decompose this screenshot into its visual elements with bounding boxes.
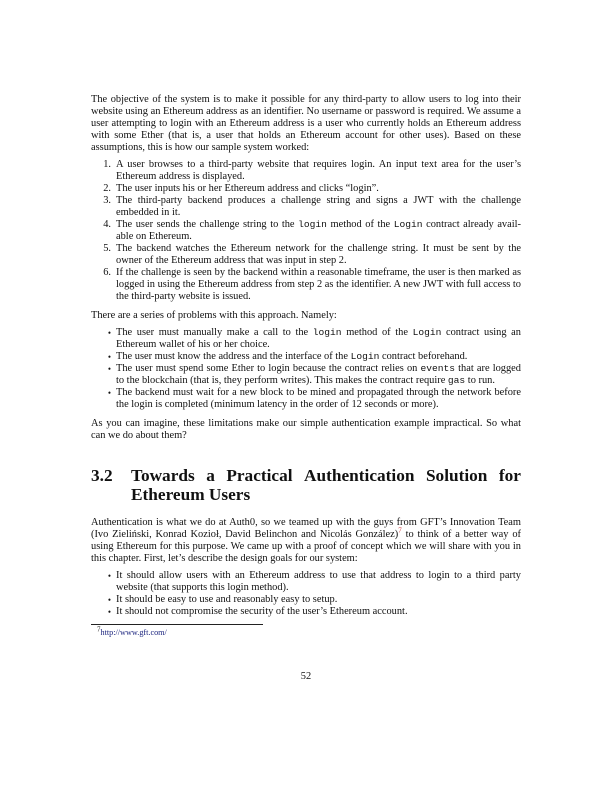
- text-run: method of the: [326, 219, 394, 230]
- step-item: [91, 267, 521, 303]
- step-item: [91, 219, 521, 243]
- section-heading: [91, 466, 521, 504]
- bullet-icon: •: [107, 571, 111, 581]
- text-run: Authentication is what we do at Auth0, so we teamed up with the guys from GFT’s Innovation Team (Ivo Zieliński, Konrad Kozioł, David Belinchon and Nicolás González): [91, 517, 521, 540]
- problem-item: [91, 351, 521, 363]
- problems-intro: [91, 310, 521, 322]
- list-number: 2.: [103, 183, 111, 194]
- step-item: [91, 195, 521, 219]
- text-run: The user inputs his or her Ethereum address and clicks “login”.: [116, 183, 379, 194]
- title-word: Practical: [226, 466, 293, 485]
- text-run: to run.: [465, 375, 495, 386]
- list-number: 6.: [103, 267, 111, 278]
- bullet-icon: •: [107, 388, 111, 398]
- text-run: The user must know the address and the interface of the: [116, 351, 351, 362]
- title-word: Solution: [425, 466, 488, 485]
- footnote-marker: 7: [97, 625, 101, 634]
- page-number: 52: [300, 671, 312, 682]
- title-word: a: [206, 466, 215, 485]
- text-run: The user sends the challenge string to the: [116, 219, 299, 230]
- text-run: As you can imagine, these limitations make our simple authentication example impractical. So what can we do about them?: [91, 418, 521, 441]
- page-body: [91, 94, 521, 638]
- step-item: [91, 243, 521, 267]
- inline-code: events: [420, 363, 456, 374]
- inline-code: Login: [412, 327, 442, 338]
- login-steps-list: [91, 159, 521, 303]
- text-run: contract beforehand.: [379, 351, 468, 362]
- text-run: There are a series of problems with this approach. Namely:: [91, 310, 337, 321]
- goal-item: [91, 570, 521, 594]
- text-run: It should allow users with an Ethereum address to use that address to login to a third party website (that supports this login method).: [116, 570, 521, 593]
- problem-item: [91, 387, 521, 411]
- inline-code: login: [312, 327, 342, 338]
- title-word: for: [498, 466, 521, 485]
- section-number: 3.2: [91, 466, 113, 485]
- section-paragraph: [91, 517, 521, 565]
- text-run: contract already avail-able on Ethereum.: [116, 219, 521, 242]
- title-word: Authentication: [304, 466, 415, 485]
- list-number: 5.: [103, 243, 111, 254]
- problem-item: [91, 327, 521, 351]
- bullet-icon: •: [107, 595, 111, 605]
- text-run: to think of a better way of using Ethereum for this purpose. We came up with a proof of concept which we will share with you in this chapter. First, let’s describe the design goals for our system:: [91, 529, 521, 564]
- text-run: The objective of the system is to make it possible for any third-party to allow users to log into their website using an Ethereum address as an identifier. No username or password is required. We assume a user attempting to login with an Ethereum address is a user who currently holds an Ethereum address with some Ether (that is, a user that holds an Ethereum account for other uses). Based on these assumptions, this is how our sample system worked:: [91, 94, 521, 153]
- conclusion-paragraph: [91, 418, 521, 442]
- inline-code: Login: [393, 219, 423, 230]
- step-item: [91, 183, 521, 195]
- intro-paragraph: [91, 94, 521, 154]
- section-title-line1: [131, 466, 521, 485]
- design-goals-list: [91, 570, 521, 618]
- text-run: The user must manually make a call to the: [116, 327, 313, 338]
- text-run: It should not compromise the security of the user’s Ethereum account.: [116, 606, 408, 617]
- text-run: The user must spend some Ether to login because the contract relies on: [116, 363, 421, 374]
- footnote-rule: [91, 624, 263, 625]
- inline-code: Login: [350, 351, 380, 362]
- text-run: contract using an Ethereum wallet of his or her choice.: [116, 327, 521, 350]
- text-run: The backend must wait for a new block to be mined and propagated through the network before the login is completed (minimum latency in the order of 12 seconds or more).: [116, 387, 521, 410]
- section-title-line2: Ethereum Users: [131, 485, 251, 504]
- text-run: A user browses to a third-party website that requires login. An input text area for the user’s Ethereum address is displayed.: [116, 159, 521, 182]
- footnote-link[interactable]: http://www.gft.com/: [100, 628, 167, 637]
- text-run: method of the: [341, 327, 413, 338]
- text-run: It should be easy to use and reasonably easy to setup.: [116, 594, 338, 605]
- list-number: 3.: [103, 195, 111, 206]
- title-word: Towards: [131, 466, 195, 485]
- bullet-icon: •: [107, 328, 111, 338]
- goal-item: [91, 606, 521, 618]
- intro-paragraph-text: [91, 94, 521, 154]
- conclusion-paragraph-text: [91, 418, 521, 442]
- problem-item: [91, 363, 521, 387]
- goal-item: [91, 594, 521, 606]
- text-run: that are logged to the blockchain (that is, they perform writes). This makes the contract require: [116, 363, 521, 386]
- text-run: The third-party backend produces a challenge string and signs a JWT with the challenge embedded in it.: [116, 195, 521, 218]
- section-paragraph-text: [91, 517, 521, 565]
- problems-list: [91, 327, 521, 411]
- inline-code: login: [298, 219, 327, 230]
- list-number: 4.: [103, 219, 111, 230]
- list-number: 1.: [103, 159, 111, 170]
- bullet-icon: •: [107, 352, 111, 362]
- text-run: If the challenge is seen by the backend within a reasonable timeframe, the user is then marked as logged in using the Ethereum address from step 2 as the identifier. A new JWT with full access to the third-party website is issued.: [116, 267, 521, 302]
- step-item: [91, 159, 521, 183]
- bullet-icon: •: [107, 607, 111, 617]
- footnote: [91, 625, 521, 638]
- problems-intro-text: [91, 310, 521, 322]
- bullet-icon: •: [107, 364, 111, 374]
- footnote-ref[interactable]: 7: [398, 526, 402, 535]
- text-run: The backend watches the Ethereum network for the challenge string. It must be sent by the owner of the Ethereum address that was input in step 2.: [116, 243, 521, 266]
- inline-code: gas: [447, 375, 466, 386]
